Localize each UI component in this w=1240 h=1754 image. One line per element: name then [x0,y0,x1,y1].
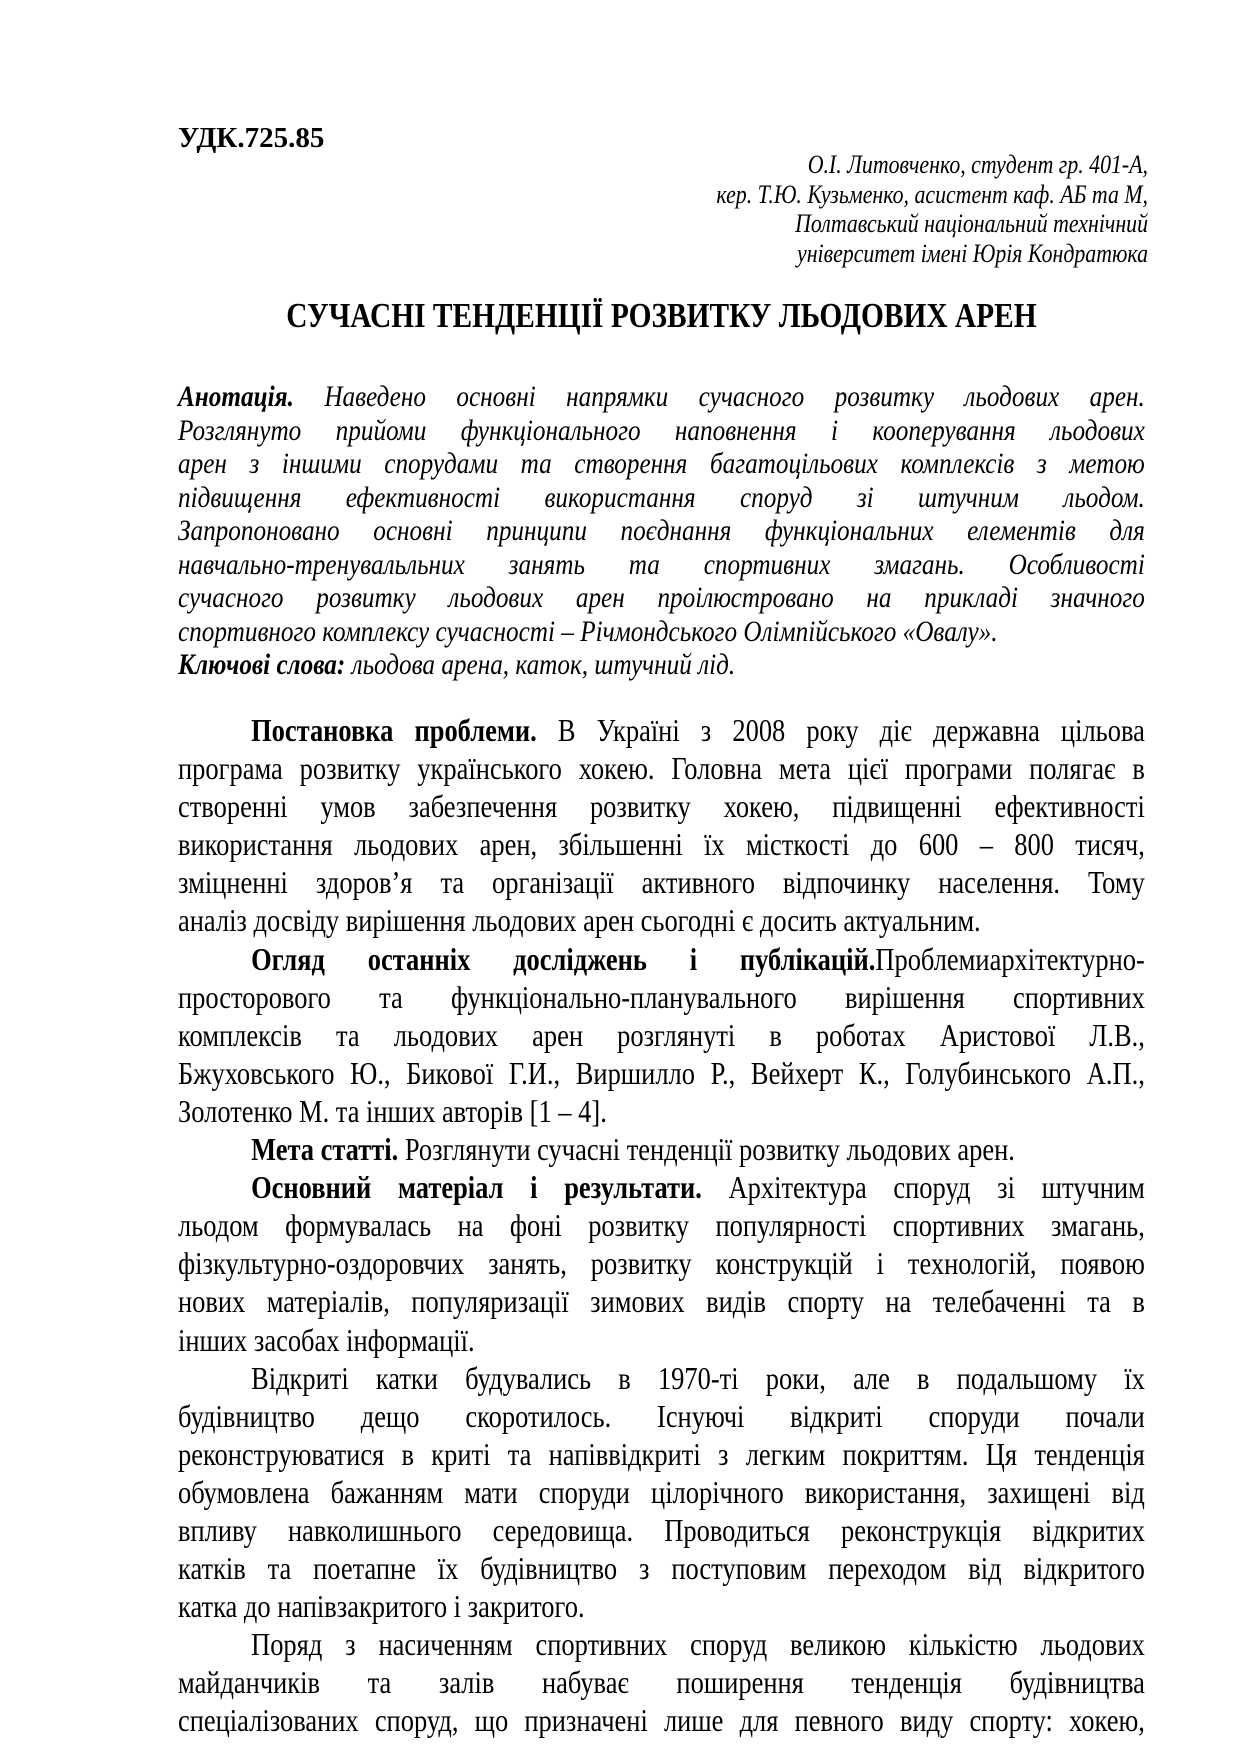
body-line [178,902,1145,940]
paragraph [178,1360,1145,1627]
body-text: впливу навколишнього середовища. Проводиться реконструкція відкритих [178,1512,1145,1548]
body-line [178,1664,1145,1702]
keywords-line [178,648,1145,682]
keywords-label: Ключові слова: [178,648,346,681]
body-text: спеціалізованих споруд, що призначені лише для певного виду спорту: хокею, [178,1703,1145,1739]
abstract-text: арен з іншими спорудами та створення багатоцільових комплексів з метою [178,447,1145,480]
abstract-line [178,414,1145,448]
body-text: просторового та функціонально-планувального вирішення спортивних [178,979,1145,1015]
body-text: Архітектура споруд зі штучним [701,1170,1145,1206]
paragraph-heading: Огляд останніх досліджень і публікацій. [251,941,876,977]
body-line [178,1702,1145,1740]
abstract [178,380,1240,682]
abstract-line [178,581,1145,615]
paper-title [178,296,1145,336]
body-text: інших засобах інформації. [178,1322,475,1358]
body-text: катків та поетапне їх будівництво з поступовим переходом від відкритого [178,1551,1145,1587]
body-line [178,1398,1145,1436]
body-text: майданчиків та залів набуває поширення тенденція будівництва [178,1665,1145,1701]
paragraph [178,1131,1145,1169]
body-line [178,1512,1145,1550]
body-line [178,1093,1145,1131]
body-text: зміцненні здоров’я та організації активного відпочинку населення. Тому [178,865,1145,901]
body-line [178,1169,1145,1207]
body-line [178,826,1145,864]
body-text: використання льодових арен, збільшенні їх місткості до 600 – 800 тисяч, [178,827,1145,863]
keywords-text: льодова арена, каток, штучний лід. [345,648,736,681]
body-line [178,1322,1145,1360]
body-text: фізкультурно-оздоровчих занять, розвитку конструкцій і технологій, появою [178,1246,1145,1282]
body-line [178,712,1145,750]
abstract-label: Анотація. [178,380,294,413]
body-line [178,1017,1145,1055]
abstract-line [178,615,1145,649]
body-line [178,1626,1145,1664]
body-line [178,1207,1145,1245]
abstract-text: підвищення ефективності використання споруд зі штучним льодом. [178,480,1145,514]
body-line [178,864,1145,902]
body-text: Відкриті катки будувались в 1970-ті роки, але в подальшому їх [251,1360,1145,1396]
body-text: будівництво дещо скоротилось. Існуючі відкриті споруди почали [178,1398,1145,1434]
abstract-text: навчально-тренувальльних занять та спортивних змагань. Особливості [178,547,1145,581]
body-text: Поряд з насиченням спортивних споруд великою кількістю льодових [251,1627,1145,1663]
author-line: кер. Т.Ю. Кузьменко, асистент каф. АБ та М, [716,179,1148,209]
body-line [178,941,1145,979]
abstract-text: сучасного розвитку льодових арен проілюстровано на прикладі значного [178,581,1145,614]
body-line [178,1131,1145,1169]
paragraph-heading: Постановка проблеми. [251,713,537,748]
body-line [178,788,1145,826]
body-text: комплексів та льодових арен розглянуті в роботах Аристової Л.В., [178,1017,1145,1053]
body-text: обумовлена бажанням мати споруди цілорічного використання, захищені від [178,1474,1145,1510]
abstract-text: Запропоновано основні принципи поєднання функціональних елементів для [178,514,1145,547]
body-text: Золотенко М. та інших авторів [1 – 4]. [178,1093,607,1129]
body-line [178,1550,1145,1588]
author-line: Полтавський національний технічний [795,209,1148,238]
abstract-text: Наведено основні напрямки сучасного розвитку льодових арен. [293,380,1145,413]
author-block [448,150,1148,268]
abstract-text: спортивного комплексу сучасності – Річмондського Олімпійського «Овалу». [178,614,998,648]
abstract-line [178,548,1145,582]
body-line [178,979,1145,1017]
body-text: льодом формувалась на фоні розвитку популярності спортивних змагань, [178,1208,1145,1244]
body-line [178,1474,1145,1512]
abstract-text: Розглянуто прийоми функціонального наповнення і кооперування льодових [178,413,1145,447]
body-text: Проблемиархітектурно- [875,941,1145,977]
body-text: В Україні з 2008 року діє державна цільова [536,713,1145,748]
body-text: нових матеріалів, популяризації зимових видів спорту на телебаченні та в [178,1284,1145,1320]
body-text: катка до напівзакритого і закритого. [178,1589,585,1625]
author-line: університет імені Юрія Кондратюка [796,238,1148,268]
paragraph [178,1169,1145,1359]
abstract-line [178,481,1145,515]
author-line: О.І. Литовченко, студент гр. 401-А, [807,150,1148,179]
body-text: програма розвитку українського хокею. Головна мета цієї програми полягає в [178,751,1145,787]
body-text: Бжуховського Ю., Бикової Г.И., Виршилло Р., Вейхерт К., Голубинського А.П., [178,1055,1145,1091]
abstract-line [178,447,1145,481]
body-text: Розглянути сучасні тенденції розвитку льодових арен. [398,1132,1015,1168]
article-body [178,712,1240,1741]
body-line [178,1588,1145,1626]
body-line [178,1055,1145,1093]
body-line [178,1283,1145,1321]
paragraph [178,712,1145,941]
paper-title-text: СУЧАСНІ ТЕНДЕНЦІЇ РОЗВИТКУ ЛЬОДОВИХ АРЕН [286,296,1037,335]
body-line [178,1245,1145,1283]
body-line [178,750,1145,788]
udc-code: УДК.725.85 [178,122,325,154]
body-text: аналіз досвіду вирішення льодових арен сьогодні є досить актуальним. [178,903,981,939]
paragraph [178,941,1145,1131]
body-line [178,1360,1145,1398]
body-text: реконструюватися в криті та напіввідкриті з легким покриттям. Ця тенденція [178,1436,1145,1472]
paragraph-heading: Основний матеріал і результати. [251,1170,702,1206]
paragraph-heading: Мета статті. [251,1132,399,1168]
body-text: створенні умов забезпечення розвитку хокею, підвищенні ефективності [178,789,1145,825]
body-line [178,1436,1145,1474]
abstract-line [178,380,1145,414]
paragraph [178,1626,1145,1740]
abstract-line [178,514,1145,548]
